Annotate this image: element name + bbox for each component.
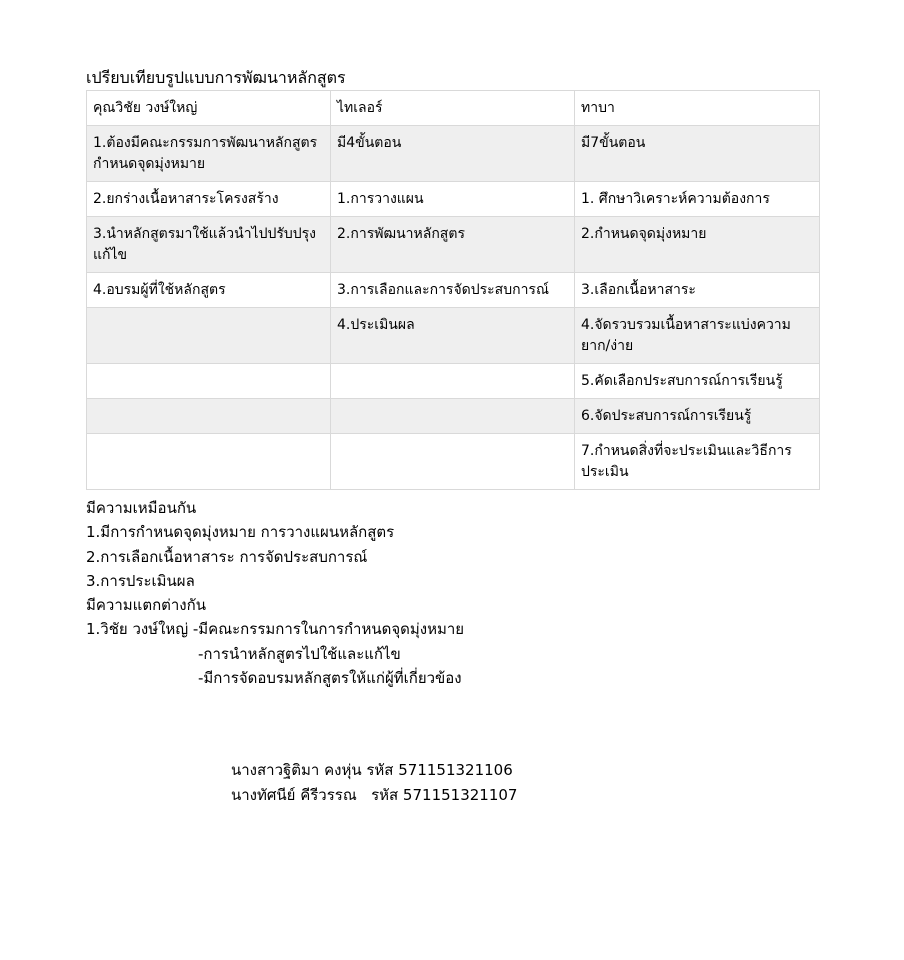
- table-cell: มี7ขั้นตอน: [575, 126, 820, 182]
- table-row: [87, 217, 820, 273]
- table-cell: [87, 364, 331, 399]
- document-page: [86, 66, 820, 690]
- author-line: นางสาวฐิติมา คงหุ่น รหัส 571151321106: [231, 761, 513, 779]
- table-cell: 3.การเลือกและการจัดประสบการณ์: [331, 273, 575, 308]
- table-cell: 4.ประเมินผล: [331, 308, 575, 364]
- author-credits: [231, 758, 517, 808]
- table-cell: 5.คัดเลือกประสบการณ์การเรียนรู้: [575, 364, 820, 399]
- table-cell: 4.อบรมผู้ที่ใช้หลักสูตร: [87, 273, 331, 308]
- difference-subitem: -มีการจัดอบรมหลักสูตรให้แก่ผู้ที่เกี่ยวข้อง: [198, 669, 462, 688]
- table-cell: 7.กำหนดสิ่งที่จะประเมินและวิธีการประเมิน: [575, 434, 820, 490]
- table-cell: 4.จัดรวบรวมเนื้อหาสาระแบ่งความยาก/ง่าย: [575, 308, 820, 364]
- table-cell: [331, 434, 575, 490]
- author-line: นางทัศนีย์ คีรีวรรณ รหัส 571151321107: [231, 786, 518, 804]
- table-row: [87, 434, 820, 490]
- table-row: [87, 126, 820, 182]
- similarity-item: 2.การเลือกเนื้อหาสาระ การจัดประสบการณ์: [86, 547, 368, 566]
- similarity-item: 3.การประเมินผล: [86, 571, 195, 590]
- table-cell: 3.เลือกเนื้อหาสาระ: [575, 273, 820, 308]
- table-cell: [331, 364, 575, 399]
- table-row: [87, 364, 820, 399]
- table-cell: [87, 399, 331, 434]
- comparison-notes: [86, 496, 820, 690]
- difference-item: 1.วิชัย วงษ์ใหญ่ -มีคณะกรรมการในการกำหนดจุดมุ่งหมาย: [86, 620, 465, 639]
- difference-subitem: -การนำหลักสูตรไปใช้และแก้ไข: [198, 644, 401, 663]
- table-cell: 2.กำหนดจุดมุ่งหมาย: [575, 217, 820, 273]
- table-cell: [331, 399, 575, 434]
- table-cell: มี4ขั้นตอน: [331, 126, 575, 182]
- similarities-heading: มีความเหมือนกัน: [86, 499, 197, 517]
- document-title: เปรียบเทียบรูปแบบการพัฒนาหลักสูตร: [86, 68, 346, 87]
- column-header-wichai: คุณวิชัย วงษ์ใหญ่: [87, 91, 331, 126]
- similarity-item: 1.มีการกำหนดจุดมุ่งหมาย การวางแผนหลักสูตร: [86, 523, 395, 542]
- table-cell: 1. ศึกษาวิเคราะห์ความต้องการ: [575, 182, 820, 217]
- table-cell: 6.จัดประสบการณ์การเรียนรู้: [575, 399, 820, 434]
- table-cell: 2.การพัฒนาหลักสูตร: [331, 217, 575, 273]
- table-header-row: [87, 91, 820, 126]
- table-row: [87, 308, 820, 364]
- table-cell: [87, 308, 331, 364]
- table-row: [87, 273, 820, 308]
- table-cell: 1.การวางแผน: [331, 182, 575, 217]
- table-cell: 3.นำหลักสูตรมาใช้แล้วนำไปปรับปรุงแก้ไข: [87, 217, 331, 273]
- table-cell: 1.ต้องมีคณะกรรมการพัฒนาหลักสูตรกำหนดจุดมุ่งหมาย: [87, 126, 331, 182]
- column-header-tyler: ไทเลอร์: [331, 91, 575, 126]
- table-cell: 2.ยกร่างเนื้อหาสาระโครงสร้าง: [87, 182, 331, 217]
- table-row: [87, 182, 820, 217]
- table-row: [87, 399, 820, 434]
- table-cell: [87, 434, 331, 490]
- differences-heading: มีความแตกต่างกัน: [86, 596, 206, 615]
- column-header-taba: ทาบา: [575, 91, 820, 126]
- comparison-table: [86, 90, 820, 490]
